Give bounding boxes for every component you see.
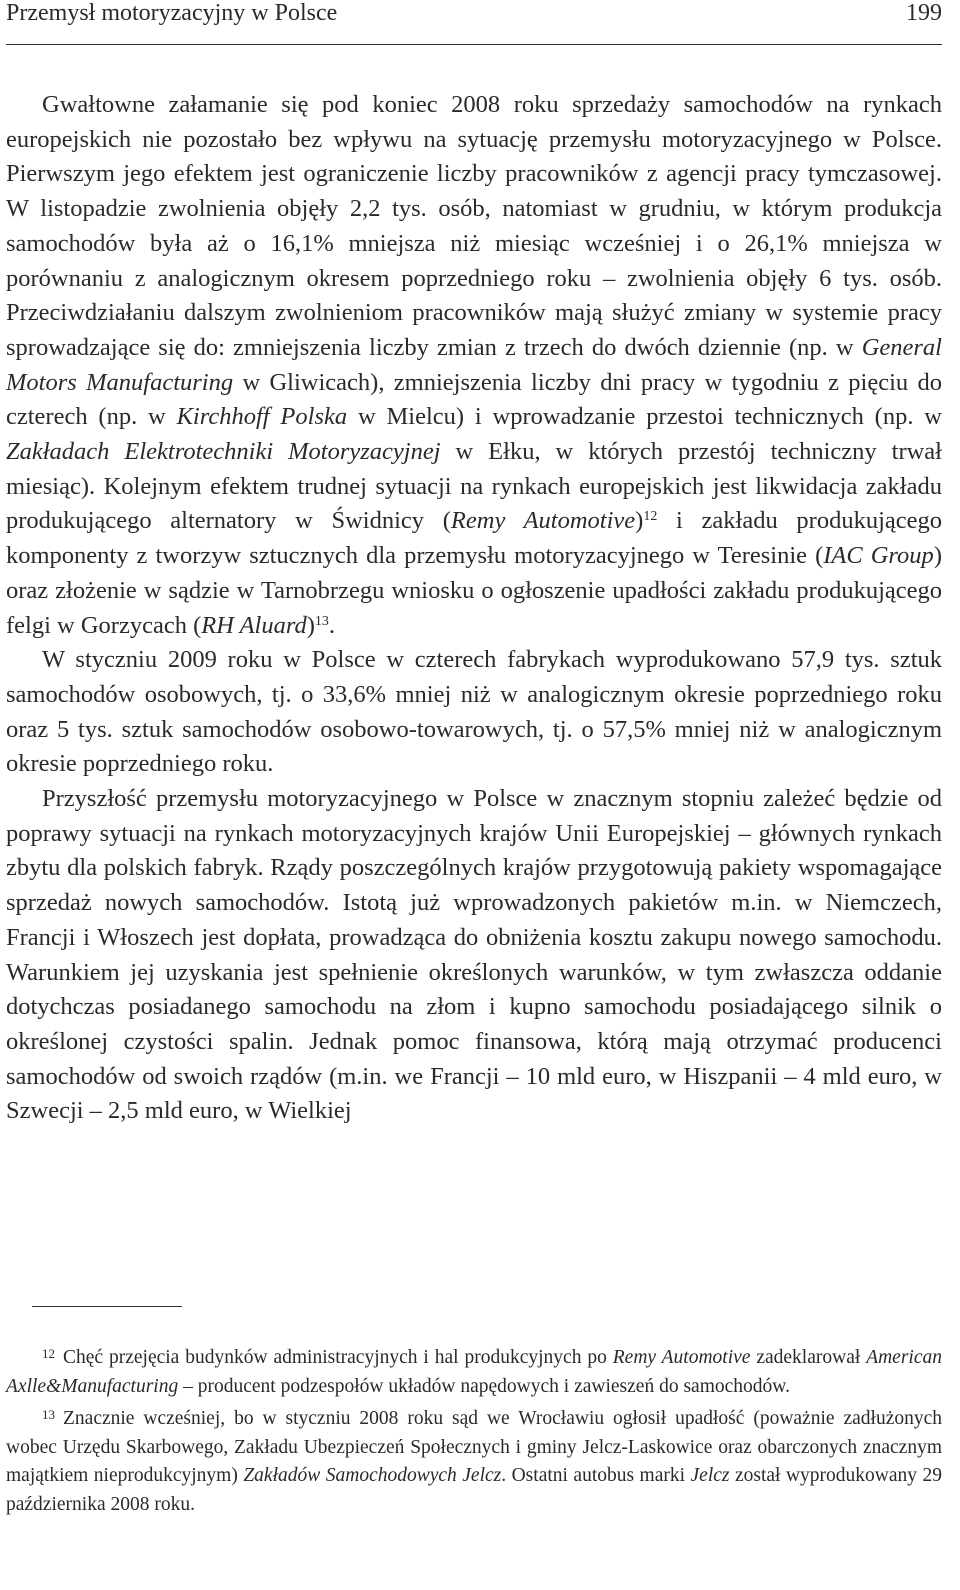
text-run: – producent podzespołów układów napędowych i zawieszeń do samochodów. bbox=[178, 1375, 790, 1397]
text-run: ) bbox=[306, 611, 315, 639]
running-header bbox=[6, 0, 942, 30]
text-run: został wyprodukowany 29 października 2008 roku. bbox=[6, 1465, 943, 1515]
running-title: Przemysł motoryzacyjny w Polsce bbox=[6, 0, 338, 26]
footnote-ref-12[interactable]: 12 bbox=[643, 509, 658, 525]
footnotes bbox=[6, 1340, 942, 1519]
company-name: RH Aluard bbox=[201, 611, 307, 639]
company-name: Remy Automotive bbox=[612, 1347, 751, 1368]
company-name: IAC Group bbox=[823, 542, 934, 570]
paragraph-1 bbox=[6, 88, 942, 643]
footnote-13 bbox=[6, 1401, 942, 1519]
text-run: Chęć przejęcia budynków administracyjnych i hal produkcyjnych po bbox=[63, 1347, 613, 1368]
page-number: 199 bbox=[906, 0, 942, 26]
text-run: ) bbox=[635, 507, 644, 535]
text-run: . Ostatni autobus marki bbox=[501, 1465, 691, 1486]
text-run: w Gliwicach), zmniejszenia liczby dni pracy w tygodniu z pięciu do czterech (np. w bbox=[6, 368, 942, 431]
text-run: w Mielcu) i wprowadzanie przestoi technicznych (np. w bbox=[347, 403, 942, 431]
text-run: . bbox=[328, 611, 336, 639]
text-run: i zakładu produkującego komponenty z tworzyw sztucznych dla przemysłu motoryzacyjnego w Teresinie ( bbox=[6, 507, 943, 570]
company-name: Zakładach Elektrotechniki Motoryzacyjnej bbox=[6, 438, 441, 466]
company-name: Remy Automotive bbox=[450, 507, 636, 535]
company-name: Zakładów Samochodowych Jelcz bbox=[243, 1465, 502, 1486]
text-run: ) oraz złożenie w sądzie w Tarnobrzegu wniosku o ogłoszenie upadłości zakładu produkującego felgi w Gorzycach ( bbox=[6, 542, 942, 639]
footnote-ref-13[interactable]: 13 bbox=[314, 613, 329, 629]
text-run: zadeklarował bbox=[750, 1347, 867, 1368]
text-run: Znacznie wcześniej, bo w styczniu 2008 roku sąd we Wrocławiu ogłosił upadłość (poważnie zadłużonych wobec Urzędu Skarbowego, Zakładu Ubezpieczeń Społecznych i gminy Jelcz-Laskowice oraz obarczonych znacznym majątkiem nieprodukcyjnym) bbox=[6, 1408, 942, 1486]
company-name: Kirchhoff Polska bbox=[176, 403, 348, 431]
footnote-separator bbox=[32, 1306, 182, 1307]
company-name: General Motors Manufacturing bbox=[6, 333, 942, 396]
footnote-number: 13 bbox=[42, 1407, 55, 1422]
company-name: Jelcz bbox=[690, 1465, 730, 1486]
header-rule bbox=[6, 44, 942, 45]
company-name: American Axlle&Manufacturing bbox=[6, 1347, 942, 1397]
paragraph-2: W styczniu 2009 roku w Polsce w czterech fabrykach wyprodukowano 57,9 tys. sztuk samochodów osobowych, tj. o 33,6% mniej niż w analogicznym okresie poprzedniego roku oraz 5 tys. sztuk samochodów osobowo-towarowych, tj. o 57,5% mniej niż w analogicznym okresie poprzedniego roku. bbox=[6, 646, 942, 778]
page bbox=[6, 0, 942, 1590]
text-run: w Ełku, w których przestój techniczny trwał miesiąc). Kolejnym efektem trudnej sytuacji na rynkach europejskich jest likwidacja zakładu produkującego alternatory w Świdnicy ( bbox=[6, 438, 942, 535]
paragraph-3: Przyszłość przemysłu motoryzacyjnego w Polsce w znacznym stopniu zależeć będzie od poprawy sytuacji na rynkach motoryzacyjnych krajów Unii Europejskiej – głównych rynkach zbytu dla polskich fabryk. Rządy poszczególnych krajów przygotowują pakiety wspomagające sprzedaż nowych samochodów. Istotą już wprowadzonych pakietów m.in. w Niemczech, Francji i Włoszech jest dopłata, prowadząca do obniżenia kosztu zakupu nowego samochodu. Warunkiem jej uzyskania jest spełnienie określonych warunków, w tym zwłaszcza oddanie dotychczas posiadanego samochodu na złom i kupno samochodu posiadającego silnik o określonej czystości spalin. Jednak pomoc finansowa, którą mają otrzymać producenci samochodów od swoich rządów (m.in. we Francji – 10 mld euro, w Hiszpanii – 4 mld euro, w Szwecji – 2,5 mld euro, w Wielkiej bbox=[6, 785, 942, 1125]
text-run: Gwałtowne załamanie się pod koniec 2008 roku sprzedaży samochodów na rynkach europejskich nie pozostało bez wpływu na sytuację przemysłu motoryzacyjnego w Polsce. Pierwszym jego efektem jest ograniczenie liczby pracowników z agencji pracy tymczasowej. W listopadzie zwolnienia objęły 2,2 tys. osób, natomiast w grudniu, w którym produkcja samochodów była aż o 16,1% mniejsza niż miesiąc wcześniej i o 26,1% mniejsza w porównaniu z analogicznym okresem poprzedniego roku – zwolnienia objęły 6 tys. osób. Przeciwdziałaniu dalszym zwolnieniom pracowników mają służyć zmiany w systemie pracy sprowadzające się do: zmniejszenia liczby zmian z trzech do dwóch dziennie (np. w bbox=[6, 91, 942, 361]
footnote-12 bbox=[6, 1340, 942, 1401]
footnote-number: 12 bbox=[42, 1346, 55, 1361]
body-text bbox=[6, 88, 942, 1129]
